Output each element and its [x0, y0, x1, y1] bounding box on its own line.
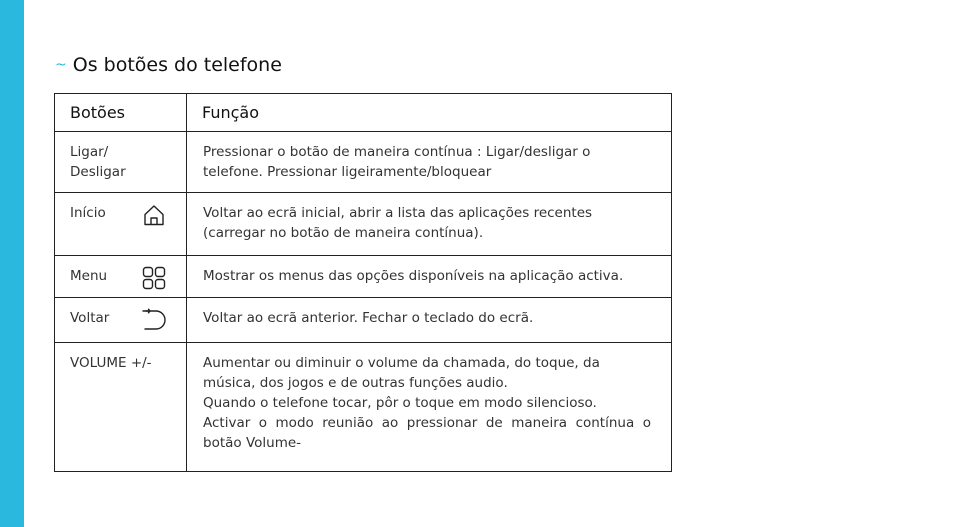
table-row — [55, 132, 672, 193]
button-name-volume: VOLUME +/- — [70, 355, 152, 371]
button-function-cell — [187, 343, 672, 472]
table-row — [55, 343, 672, 472]
button-function-cell — [187, 193, 672, 256]
header-buttons: Botões — [55, 94, 187, 132]
back-arrow-icon — [142, 308, 166, 332]
home-icon — [142, 203, 166, 227]
button-function-cell — [187, 256, 672, 298]
function-text-power: Pressionar o botão de maneira contínua : Ligar/desligar o telefone. Pressionar ligeiramente/bloquear — [203, 144, 591, 180]
button-name-cell — [55, 343, 187, 472]
table-header-row — [55, 94, 672, 132]
button-name-menu: Menu — [70, 268, 108, 284]
function-text-home: Voltar ao ecrã inicial, abrir a lista das aplicações recentes (carregar no botão de maneira contínua). — [203, 205, 593, 241]
button-name-back: Voltar — [70, 310, 110, 326]
heading-marker: ~ — [55, 57, 67, 73]
function-text-volume-2: Quando o telefone tocar, pôr o toque em modo silencioso. — [203, 395, 597, 411]
heading-title: Os botões do telefone — [72, 54, 282, 76]
menu-grid-icon — [142, 266, 166, 290]
header-function: Função — [187, 94, 672, 132]
table-row — [55, 298, 672, 343]
button-name-cell — [55, 193, 187, 256]
button-name-cell — [55, 132, 187, 193]
function-text-back: Voltar ao ecrã anterior. Fechar o teclado do ecrã. — [203, 310, 534, 326]
phone-buttons-table — [54, 93, 672, 472]
section-heading — [55, 54, 282, 76]
table-row — [55, 193, 672, 256]
button-name-power: Ligar/ Desligar — [70, 144, 126, 180]
button-function-cell — [187, 132, 672, 193]
accent-side-bar — [0, 0, 24, 527]
table-row — [55, 256, 672, 298]
function-text-volume-3: Activar o modo reunião ao pressionar de maneira contínua o botão Volume- — [203, 415, 651, 451]
button-name-cell — [55, 298, 187, 343]
function-text-menu: Mostrar os menus das opções disponíveis na aplicação activa. — [203, 268, 624, 284]
button-name-cell — [55, 256, 187, 298]
button-name-home: Início — [70, 205, 106, 221]
function-text-volume-1: Aumentar ou diminuir o volume da chamada, do toque, da música, dos jogos e de outras funções audio. — [203, 355, 600, 391]
button-function-cell — [187, 298, 672, 343]
